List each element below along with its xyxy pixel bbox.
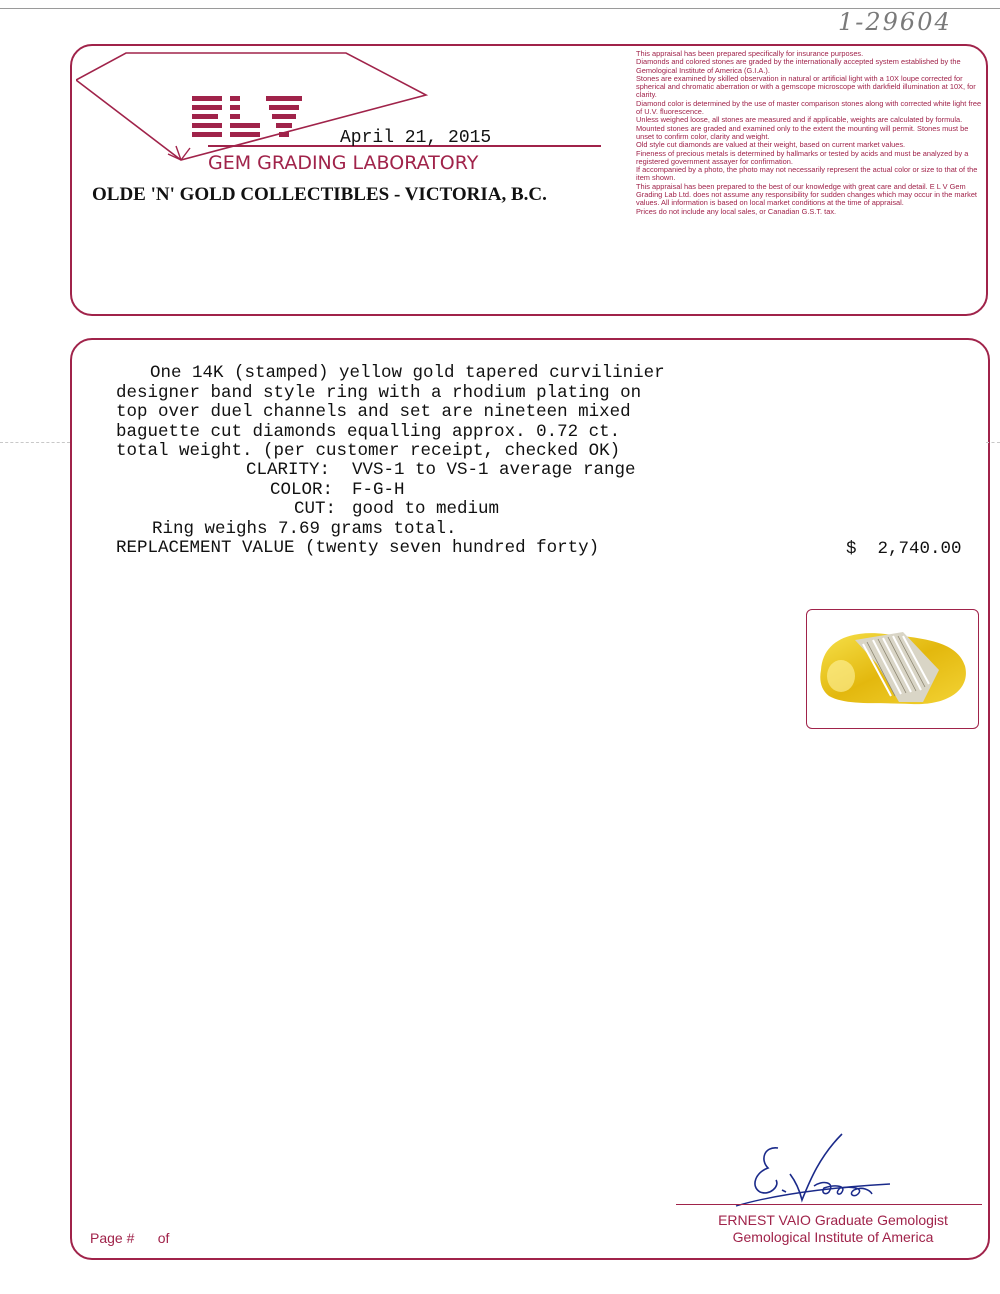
gemologist-credentials: [702, 1212, 964, 1246]
replacement-value-line: REPLACEMENT VALUE (twenty seven hundred forty): [116, 538, 600, 558]
disclaimer-line: Mounted stones are graded and examined only to the extent the mounting will permit. Stones must be unset to confirm color, clarity and weight.: [636, 123, 969, 141]
description-line: total weight. (per customer receipt, checked OK): [116, 441, 621, 461]
description-line: designer band style ring with a rhodium plating on: [116, 383, 642, 403]
replacement-price: [846, 539, 962, 559]
currency-symbol: $: [846, 539, 857, 559]
description-line: baguette cut diamonds equalling approx. 0.72 ct.: [116, 422, 621, 442]
handwritten-reference-number: 1-29604: [838, 8, 952, 36]
disclaimer-line: Prices do not include any local sales, or Canadian G.S.T. tax.: [636, 206, 837, 216]
page-number: [90, 1230, 169, 1246]
disclaimer-line: Unless weighed loose, all stones are measured and if applicable, weights are calculated by formula.: [636, 115, 963, 125]
description-line: One 14K (stamped) yellow gold tapered curvilinier: [150, 363, 665, 383]
client-name: OLDE 'N' GOLD COLLECTIBLES - VICTORIA, B.C.: [92, 184, 547, 205]
color-value: F-G-H: [352, 480, 405, 500]
disclaimer-line: Diamond color is determined by the use of master comparison stones along with corrected white light free of U.V. fluorescence.: [636, 98, 982, 117]
scan-mark: [0, 442, 70, 443]
signature-line: [676, 1204, 982, 1205]
signer-institute: Gemological Institute of America: [732, 1229, 934, 1245]
disclaimer-line: This appraisal has been prepared to the best of our knowledge with great care and detail. E L V Gem Grading Lab Ltd. does not assume any responsibility for sudden changes which may occur in the market values. All information is based on local market conditions at the time of appraisal.: [636, 181, 977, 208]
cut-label: CUT:: [294, 499, 337, 519]
disclaimer-line: Fineness of precious metals is determined by hallmarks or tested by acids and must be analyzed by a registered government assayer for confirmation.: [636, 148, 969, 166]
disclaimer-line: Diamonds and colored stones are graded by the internationally accepted system established by the Gemological Institute of America (G.I.A.).: [636, 57, 961, 75]
ring-photo-frame: [806, 609, 979, 729]
signer-name: ERNEST VAIO Graduate Gemologist: [718, 1212, 948, 1228]
appraisal-date: April 21, 2015: [340, 128, 492, 148]
lab-name: GEM GRADING LABORATORY: [208, 152, 479, 174]
of-label: of: [157, 1230, 170, 1246]
scan-mark: [986, 442, 1000, 443]
disclaimer-line: Stones are examined by skilled observation in natural or artificial light with a 10X loupe corrected for spherical and chromatic aberration or with a gemscope microscope with darkfield illumination at 10X, for clarity.: [636, 73, 976, 100]
ring-weight: Ring weighs 7.69 grams total.: [152, 519, 457, 539]
signature-image: [730, 1130, 910, 1215]
disclaimer-line: If accompanied by a photo, the photo may not necessarily represent the actual color or size to that of the item shown.: [636, 165, 978, 183]
clarity-value: VVS-1 to VS-1 average range: [352, 460, 636, 480]
clarity-label: CLARITY:: [246, 460, 331, 480]
disclaimer-text: [636, 50, 982, 216]
page-label: Page #: [90, 1230, 135, 1246]
disclaimer-line: Old style cut diamonds are valued at their weight, based on current market values.: [636, 140, 906, 150]
cut-value: good to medium: [352, 499, 500, 519]
ring-photo: [807, 610, 978, 728]
color-label: COLOR:: [270, 480, 334, 500]
price-amount: 2,740.00: [877, 539, 962, 559]
disclaimer-line: This appraisal has been prepared specifically for insurance purposes.: [636, 49, 864, 58]
description-line: top over duel channels and set are nineteen mixed: [116, 402, 631, 422]
